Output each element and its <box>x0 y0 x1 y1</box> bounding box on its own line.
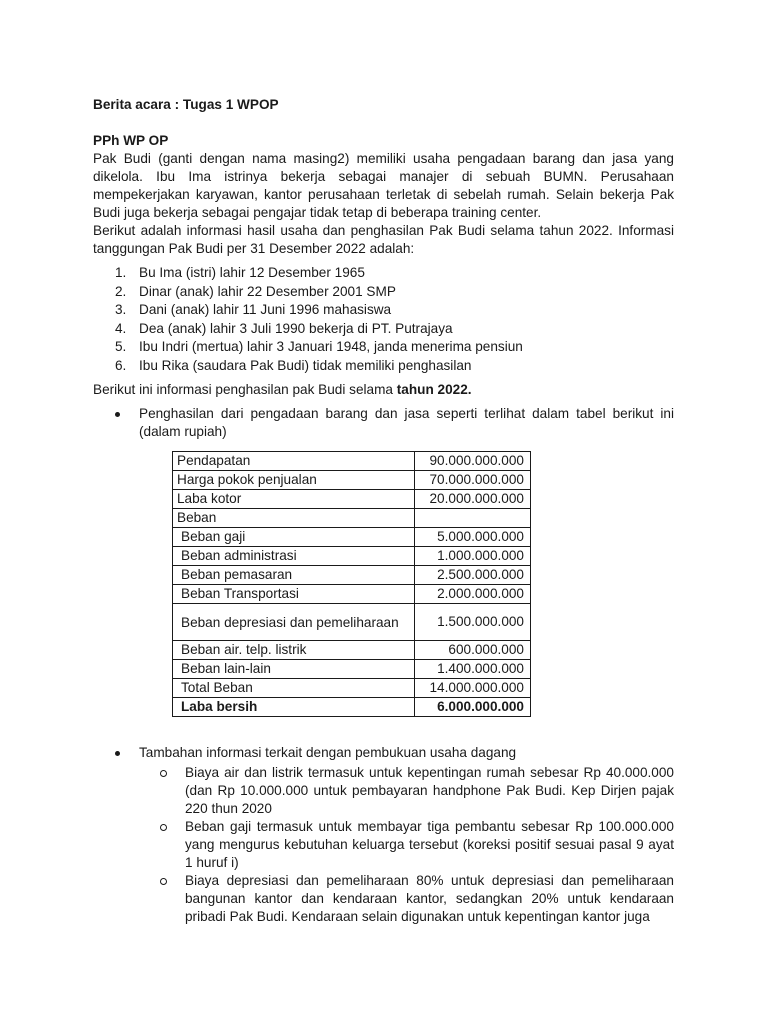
circle-bullet-icon <box>160 770 167 777</box>
table-cell-value: 2.000.000.000 <box>415 585 531 604</box>
table-cell-value <box>415 509 531 528</box>
table-row <box>173 528 531 547</box>
sub-list-item <box>139 818 674 872</box>
income-intro-year: tahun 2022. <box>396 382 472 397</box>
table-row <box>173 471 531 490</box>
table-row <box>173 490 531 509</box>
table-cell-value: 5.000.000.000 <box>415 528 531 547</box>
table-row-total <box>173 698 531 717</box>
list-number: 3. <box>115 302 127 317</box>
list-item <box>93 264 674 283</box>
list-number: 4. <box>115 320 127 336</box>
table-cell-value: 90.000.000.000 <box>415 452 531 471</box>
bullet-icon <box>115 751 120 756</box>
table-cell-value: 2.500.000.000 <box>415 566 531 585</box>
table-cell-label: Beban gaji <box>173 528 415 547</box>
circle-bullet-icon <box>160 878 167 885</box>
table-cell-label: Beban administrasi <box>173 547 415 566</box>
spacer <box>93 114 674 132</box>
sub-list-text: Biaya air dan listrik termasuk untuk kepentingan rumah sebesar Rp 40.000.000 (dan Rp 10.000.000 untuk pembayaran handphone Pak Budi. Kep Dirjen pajak 220 thun 2020 <box>185 765 674 816</box>
table-cell-label: Beban Transportasi <box>173 585 415 604</box>
circle-bullet-icon <box>160 824 167 831</box>
bullet-item-additional-info <box>93 744 674 926</box>
sub-list-text: Beban gaji termasuk untuk membayar tiga pembantu sebesar Rp 100.000.000 yang mengurus kebutuhan keluarga tersebut (koreksi positif sesuai pasal 9 ayat 1 huruf i) <box>185 819 674 870</box>
sub-bullet-list <box>139 764 674 926</box>
list-text: Bu Ima (istri) lahir 12 Desember 1965 <box>139 265 365 280</box>
table-cell-value: 1.000.000.000 <box>415 547 531 566</box>
table-cell-label: Total Beban <box>173 679 415 698</box>
table-row <box>173 452 531 471</box>
income-intro <box>93 381 674 399</box>
list-text: Dani (anak) lahir 11 Juni 1996 mahasiswa <box>139 302 392 317</box>
list-item <box>93 357 674 376</box>
table-cell-label: Beban pemasaran <box>173 566 415 585</box>
list-text: Ibu Indri (mertua) lahir 3 Januari 1948, janda menerima pensiun <box>139 339 523 354</box>
bullet-item-income <box>93 405 674 441</box>
list-item <box>93 301 674 320</box>
table-cell-label: Beban depresiasi dan pemeliharaan <box>173 604 415 641</box>
income-intro-text: Berikut ini informasi penghasilan pak Budi selama <box>93 382 397 397</box>
bullet-icon <box>115 412 120 417</box>
list-item <box>93 338 674 357</box>
table-row <box>173 641 531 660</box>
sub-list-item <box>139 764 674 818</box>
table-cell-label: Beban <box>173 509 415 528</box>
dependents-list <box>93 264 674 375</box>
sub-list-item <box>139 872 674 926</box>
list-text: Dinar (anak) lahir 22 Desember 2001 SMP <box>139 283 396 299</box>
table-row <box>173 604 531 641</box>
intro-paragraph-2: Berikut adalah informasi hasil usaha dan penghasilan Pak Budi selama tahun 2022. Informasi tanggungan Pak Budi per 31 Desember 2022 adalah: <box>93 223 674 256</box>
list-number: 1. <box>115 265 127 280</box>
table-cell-value: 14.000.000.000 <box>415 679 531 698</box>
document-title: Berita acara : Tugas 1 WPOP <box>93 97 279 112</box>
table-row <box>173 566 531 585</box>
table-cell-value: 20.000.000.000 <box>415 490 531 509</box>
table-cell-label: Laba bersih <box>173 698 415 717</box>
list-item <box>93 283 674 302</box>
table-cell-value: 1.500.000.000 <box>415 604 531 641</box>
list-number: 5. <box>115 339 127 354</box>
table-row <box>173 660 531 679</box>
table-cell-label: Beban lain-lain <box>173 660 415 679</box>
document-content <box>93 96 674 926</box>
sub-list-text: Biaya depresiasi dan pemeliharaan 80% untuk depresiasi dan pemeliharaan bangunan kantor dan kendaraan kantor, sedangkan 20% untuk kendaraan pribadi Pak Budi. Kendaraan selain digunakan untuk kepentingan kantor juga <box>185 873 674 924</box>
table-row <box>173 679 531 698</box>
table-cell-label: Laba kotor <box>173 490 415 509</box>
list-number: 2. <box>115 283 127 299</box>
table-row <box>173 585 531 604</box>
list-text: Ibu Rika (saudara Pak Budi) tidak memiliki penghasilan <box>139 357 472 373</box>
list-text: Dea (anak) lahir 3 Juli 1990 bekerja di PT. Putrajaya <box>139 320 453 336</box>
table-row <box>173 547 531 566</box>
list-number: 6. <box>115 357 127 373</box>
intro-paragraph-1: Pak Budi (ganti dengan nama masing2) memiliki usaha pengadaan barang dan jasa yang dikelola. Ibu Ima istrinya bekerja sebagai manajer di sebuah BUMN. Perusahaan mempekerjakan karyawan, kantor perusahaan terletak di sebelah rumah. Selain bekerja Pak Budi juga bekerja sebagai pengajar tidak tetap di beberapa training center. <box>93 151 674 220</box>
table-cell-label: Beban air. telp. listrik <box>173 641 415 660</box>
table-cell-label: Pendapatan <box>173 452 415 471</box>
table-row <box>173 509 531 528</box>
section-heading: PPh WP OP <box>93 133 169 148</box>
table-cell-value: 70.000.000.000 <box>415 471 531 490</box>
list-item <box>93 320 674 339</box>
table-cell-label: Harga pokok penjualan <box>173 471 415 490</box>
table-cell-value: 600.000.000 <box>415 641 531 660</box>
income-table <box>172 451 531 717</box>
table-cell-value: 1.400.000.000 <box>415 660 531 679</box>
table-cell-value: 6.000.000.000 <box>415 698 531 717</box>
bullet-text: Penghasilan dari pengadaan barang dan jasa seperti terlihat dalam tabel berikut ini (dalam rupiah) <box>139 406 674 439</box>
bullet-text: Tambahan informasi terkait dengan pembukuan usaha dagang <box>139 745 517 760</box>
